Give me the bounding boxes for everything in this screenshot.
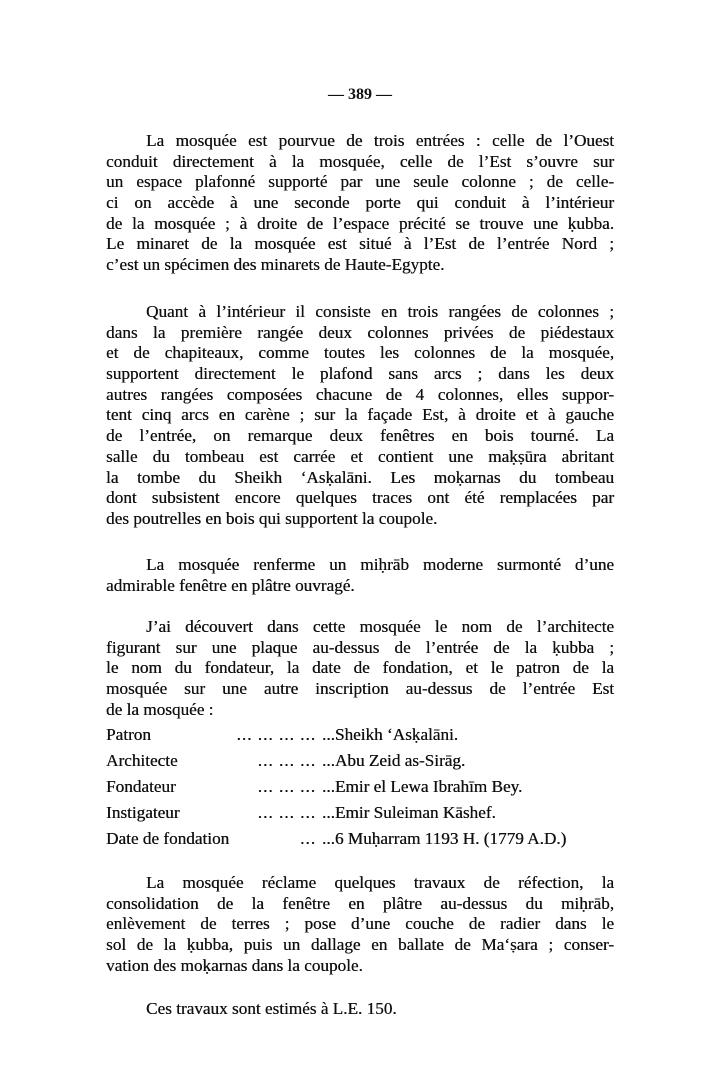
row-leader-dots: ... ... ... ...: [236, 725, 316, 744]
inscription-table: [106, 722, 616, 852]
paragraph-mihrab: [106, 555, 614, 596]
text-line: consolidation de la fenêtre en plâtre au-dessus du miḥrāb,: [106, 893, 614, 913]
table-row: [106, 722, 616, 748]
text-line: c’est un spécimen des minarets de Haute-Egypte.: [106, 255, 445, 275]
text-line: la tombe du Sheikh ‘Asḳalāni. Les moḳarnas du tombeau: [106, 467, 614, 487]
text-line: de l’entrée, on remarque deux fenêtres en bois tourné. La: [106, 426, 614, 446]
row-label: Date de fondation: [106, 829, 230, 848]
text-line: dans la première rangée deux colonnes privées de piédestaux: [106, 322, 614, 342]
paragraph-repairs: [106, 873, 614, 976]
text-line: des poutrelles en bois qui supportent la coupole.: [106, 508, 438, 528]
row-leader-dots: ... ... ...: [257, 803, 316, 822]
row-label: Patron: [106, 725, 151, 744]
text-line: La mosquée est pourvue de trois entrées : celle de l’Ouest: [146, 131, 614, 150]
row-leader-dots: ...: [300, 829, 316, 848]
table-row: [106, 774, 616, 800]
paragraph-inscriptions: [106, 617, 614, 720]
paragraph-estimate: [106, 999, 614, 1020]
text-line: autres rangées composées chacune de 4 colonnes, elles suppor-: [106, 384, 614, 404]
table-row: [106, 800, 616, 826]
row-value: ...6 Muḥarram 1193 H. (1779 A.D.): [322, 829, 567, 848]
row-label: Architecte: [106, 751, 178, 770]
text-line: salle du tombeau est carrée et contient une maḳṣūra abritant: [106, 446, 614, 466]
text-line: mosquée sur une autre inscription au-dessus de l’entrée Est: [106, 679, 614, 699]
text-line: Le minaret de la mosquée est situé à l’Est de l’entrée Nord ;: [106, 234, 614, 254]
row-value: ...Emir el Lewa Ibrahīm Bey.: [322, 777, 523, 796]
row-leader-dots: ... ... ...: [257, 751, 316, 770]
text-line: Quant à l’intérieur il consiste en trois rangées de colonnes ;: [146, 302, 614, 321]
text-line: conduit directement à la mosquée, celle de l’Est s’ouvre sur: [106, 151, 614, 171]
row-value: ...Abu Zeid as-Sirāg.: [322, 751, 466, 770]
text-line: figurant sur une plaque au-dessus de l’entrée de la ḳubba ;: [106, 637, 614, 657]
table-row: [106, 826, 616, 852]
paragraph-entrances: [106, 131, 614, 276]
row-label: Fondateur: [106, 777, 176, 796]
text-line: enlèvement de terres ; pose d’une couche de radier dans le: [106, 914, 614, 934]
text-line: Ces travaux sont estimés à L.E. 150.: [146, 999, 397, 1018]
text-line: ci on accède à une seconde porte qui conduit à l’intérieur: [106, 193, 614, 213]
text-line: dont subsistent encore quelques traces ont été remplacées par: [106, 488, 614, 508]
text-line: J’ai découvert dans cette mosquée le nom de l’architecte: [146, 617, 614, 636]
paragraph-interior: [106, 302, 614, 530]
page-number: — 389 —: [328, 86, 392, 103]
text-line: de la mosquée ; à droite de l’espace précité se trouve une ḳubba.: [106, 213, 614, 233]
text-line: le nom du fondateur, la date de fondation, et le patron de la: [106, 658, 614, 678]
text-line: et de chapiteaux, comme toutes les colonnes de la mosquée,: [106, 343, 614, 363]
text-line: admirable fenêtre en plâtre ouvragé.: [106, 575, 355, 595]
row-label: Instigateur: [106, 803, 180, 822]
text-line: supportent directement le plafond sans arcs ; dans les deux: [106, 364, 614, 384]
row-leader-dots: ... ... ...: [257, 777, 316, 796]
row-value: ...Emir Suleiman Kāshef.: [322, 803, 496, 822]
text-line: sol de la ḳubba, puis un dallage en ballate de Ma‘ṣara ; conser-: [106, 935, 614, 955]
text-line: La mosquée renferme un miḥrāb moderne surmonté d’une: [146, 555, 614, 574]
row-value: ...Sheikh ‘Asḳalāni.: [322, 725, 459, 744]
text-line: tent cinq arcs en carène ; sur la façade Est, à droite et à gauche: [106, 405, 614, 425]
text-line: La mosquée réclame quelques travaux de réfection, la: [146, 873, 614, 892]
text-line: un espace plafonné supporté par une seule colonne ; de celle-: [106, 172, 614, 192]
text-line: de la mosquée :: [106, 699, 214, 719]
table-row: [106, 748, 616, 774]
text-line: vation des moḳarnas dans la coupole.: [106, 955, 363, 975]
